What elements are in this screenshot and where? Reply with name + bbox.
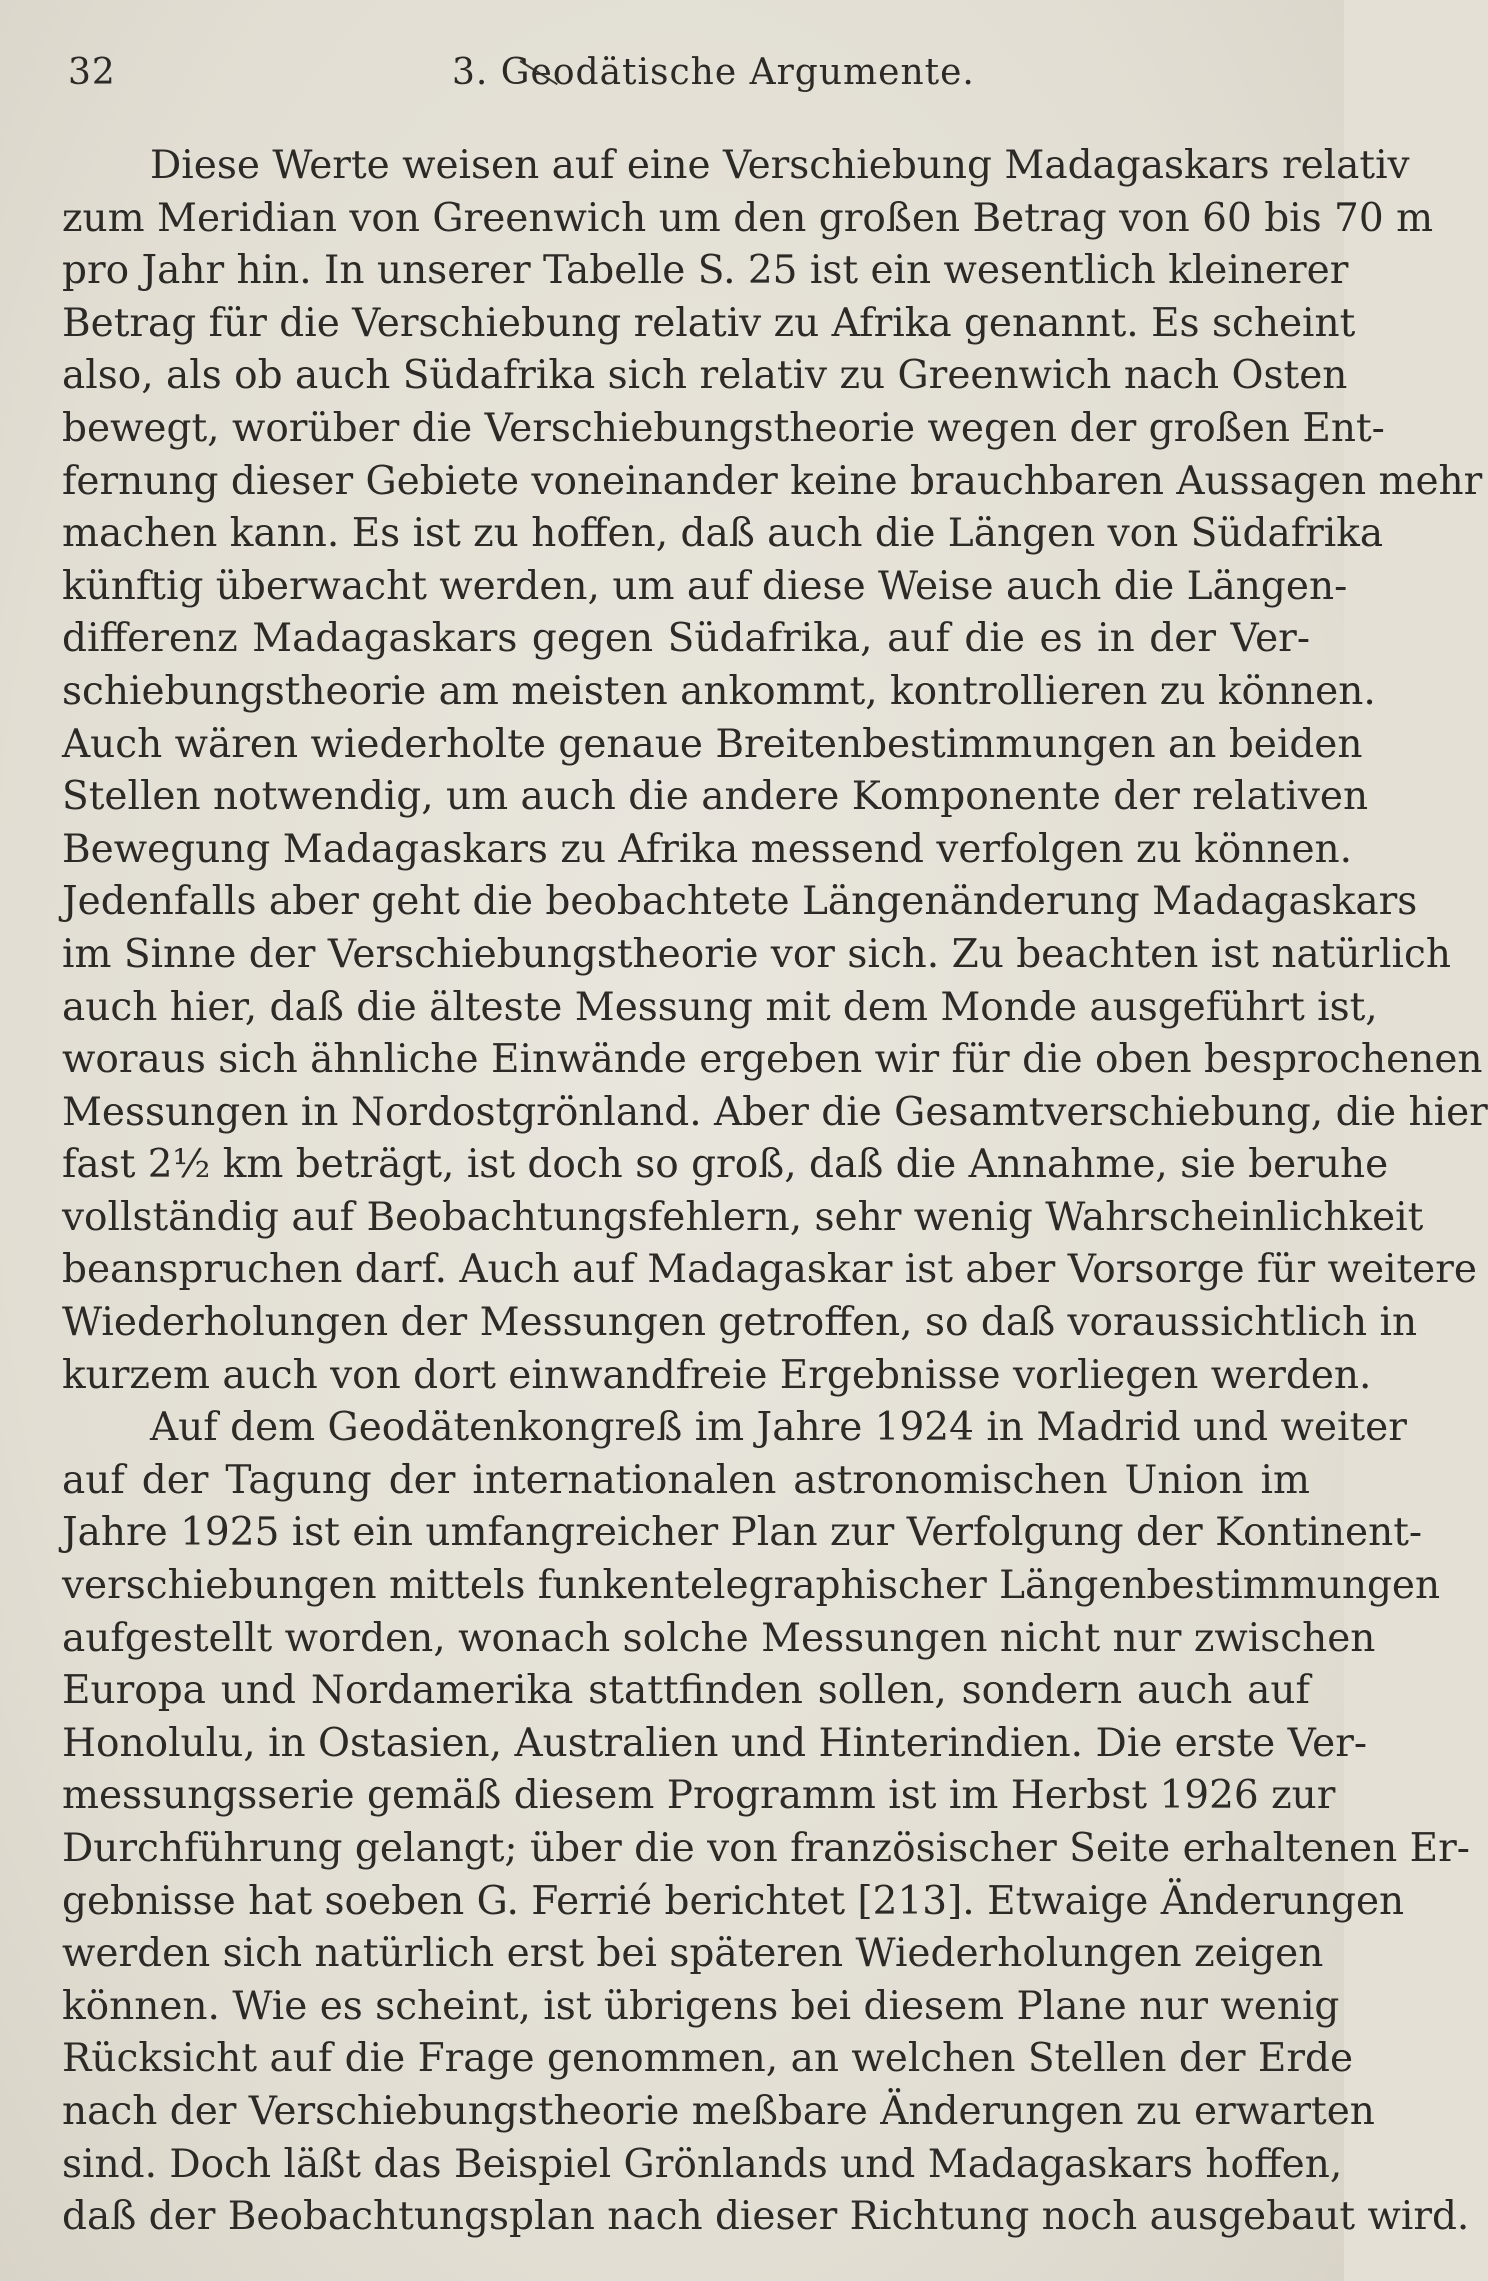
- text-line: künftig überwacht werden, um auf diese Weise auch die Längen-: [62, 563, 1348, 609]
- text-line: messungsserie gemäß diesem Programm ist im Herbst 1926 zur: [62, 1773, 1336, 1819]
- text-line: schiebungstheorie am meisten ankommt, kontrollieren zu können.: [62, 668, 1376, 714]
- text-line: Auch wären wiederholte genaue Breitenbestimmungen an beiden: [62, 721, 1363, 767]
- text-line: Betrag für die Verschiebung relativ zu Afrika genannt. Es scheint: [62, 300, 1356, 346]
- text-line: Auf dem Geodätenkongreß im Jahre 1924 in Madrid und weiter: [150, 1405, 1407, 1451]
- text-line: beanspruchen darf. Auch auf Madagaskar ist aber Vorsorge für weitere: [62, 1247, 1477, 1293]
- text-line: Jedenfalls aber geht die beobachtete Längenänderung Madagaskars: [62, 879, 1418, 925]
- text-line: zum Meridian von Greenwich um den großen Betrag von 60 bis 70 m: [62, 195, 1434, 241]
- text-line: vollständig auf Beobachtungsfehlern, sehr wenig Wahrscheinlichkeit: [62, 1194, 1424, 1240]
- running-title: 3. Geodätische Argumente.: [452, 52, 975, 93]
- text-line: Jahre 1925 ist ein umfangreicher Plan zur Verfolgung der Kontinent-: [62, 1510, 1423, 1556]
- text-line: Bewegung Madagaskars zu Afrika messend verfolgen zu können.: [62, 826, 1353, 872]
- text-line: machen kann. Es ist zu hoffen, daß auch die Längen von Südafrika: [62, 511, 1384, 557]
- text-line: im Sinne der Verschiebungstheorie vor sich. Zu beachten ist natürlich: [62, 931, 1451, 977]
- text-line: also, als ob auch Südafrika sich relativ zu Greenwich nach Osten: [62, 353, 1348, 399]
- text-line: werden sich natürlich erst bei späteren Wiederholungen zeigen: [62, 1931, 1324, 1977]
- text-line: aufgestellt worden, wonach solche Messungen nicht nur zwischen: [62, 1615, 1376, 1661]
- running-head: [68, 52, 1308, 112]
- text-line: Diese Werte weisen auf eine Verschiebung Madagaskars relativ: [150, 143, 1410, 188]
- text-line: können. Wie es scheint, ist übrigens bei diesem Plane nur wenig: [62, 1983, 1340, 2029]
- text-line: Honolulu, in Ostasien, Australien und Hinterindien. Die erste Ver-: [62, 1720, 1368, 1766]
- text-line: auch hier, daß die älteste Messung mit dem Monde ausgeführt ist,: [62, 984, 1378, 1030]
- text-line: differenz Madagaskars gegen Südafrika, auf die es in der Ver-: [62, 616, 1310, 662]
- text-line: nach der Verschiebungstheorie meßbare Änderungen zu erwarten: [62, 2088, 1375, 2134]
- text-line: Stellen notwendig, um auch die andere Komponente der relativen: [62, 774, 1369, 820]
- text-line: kurzem auch von dort einwandfreie Ergebnisse vorliegen werden.: [62, 1352, 1372, 1398]
- text-line: Messungen in Nordostgrönland. Aber die Gesamtverschiebung, die hier: [62, 1089, 1488, 1135]
- paragraph-1: [62, 140, 1488, 1402]
- text-line: fast 2½ km beträgt, ist doch so groß, daß die Annahme, sie beruhe: [62, 1142, 1389, 1188]
- text-line: woraus sich ähnliche Einwände ergeben wir für die oben besprochenen: [62, 1037, 1483, 1083]
- text-line: verschiebungen mittels funkentelegraphischer Längenbestimmungen: [62, 1563, 1441, 1609]
- text-line: auf der Tagung der internationalen astronomischen Union im: [62, 1457, 1310, 1503]
- text-line: fernung dieser Gebiete voneinander keine brauchbaren Aussagen mehr: [62, 458, 1483, 504]
- body-text: [62, 140, 1488, 2244]
- text-line: gebnisse hat soeben G. Ferrié berichtet [213]. Etwaige Änderungen: [62, 1878, 1405, 1924]
- text-line: Rücksicht auf die Frage genommen, an welchen Stellen der Erde: [62, 2036, 1354, 2082]
- text-line: bewegt, worüber die Verschiebungstheorie wegen der großen Ent-: [62, 405, 1385, 451]
- text-line: Wiederholungen der Messungen getroffen, so daß voraussichtlich in: [62, 1300, 1418, 1346]
- text-line: pro Jahr hin. In unserer Tabelle S. 25 ist ein wesentlich kleinerer: [62, 248, 1349, 294]
- text-line: sind. Doch läßt das Beispiel Grönlands und Madagaskars hoffen,: [62, 2141, 1343, 2187]
- text-line: Durchführung gelangt; über die von französischer Seite erhaltenen Er-: [62, 1826, 1470, 1871]
- text-line: Europa und Nordamerika stattfinden sollen, sondern auch auf: [62, 1668, 1310, 1714]
- page-number: 32: [68, 52, 116, 93]
- text-line: daß der Beobachtungsplan nach dieser Richtung noch ausgebaut wird.: [62, 2194, 1470, 2240]
- paragraph-2: [62, 1402, 1470, 2244]
